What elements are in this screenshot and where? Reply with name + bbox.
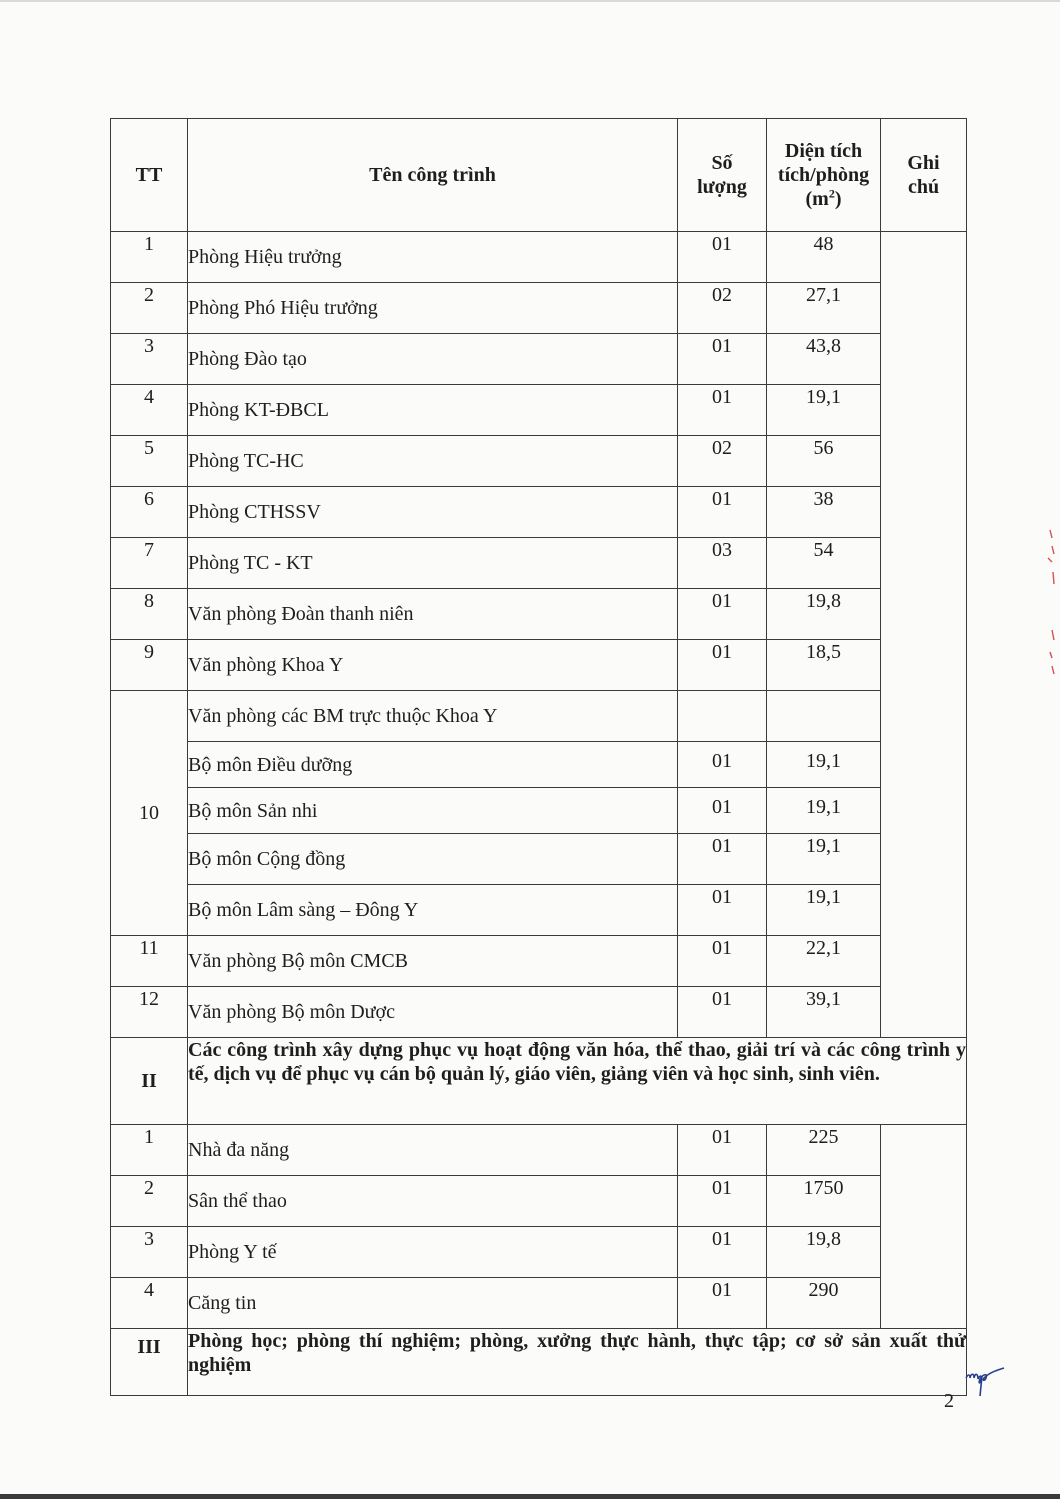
row-name: Sân thể thao [188, 1176, 678, 1227]
header-area-unit-sup: 2 [828, 186, 835, 201]
row-name: Phòng Đào tạo [188, 334, 678, 385]
row-qty: 01 [678, 1227, 767, 1278]
row-area-empty [767, 691, 881, 742]
row-area: 48 [767, 232, 881, 283]
table-row [111, 538, 967, 589]
row-tt: 3 [111, 1227, 188, 1278]
header-area-line2: tích/phòng [777, 164, 870, 186]
section-header-row [111, 1038, 967, 1125]
page-top-edge [0, 0, 1060, 2]
header-note-line2: chú [907, 176, 940, 198]
margin-stamp-mark-icon [1040, 528, 1056, 588]
margin-stamp-mark-icon [1040, 628, 1056, 678]
page-bottom-edge [0, 1494, 1060, 1499]
row-tt: 7 [111, 538, 188, 589]
page-number: 2 [944, 1390, 954, 1412]
row-area: 19,1 [767, 742, 881, 788]
row-qty: 02 [678, 436, 767, 487]
table-row [111, 1278, 967, 1329]
section-header-row [111, 1329, 967, 1396]
header-note-line1: Ghi [907, 152, 940, 174]
row-tt: 4 [111, 385, 188, 436]
row-qty: 01 [678, 742, 767, 788]
row-name: Phòng TC - KT [188, 538, 678, 589]
row-tt: 9 [111, 640, 188, 691]
table-row [111, 742, 967, 788]
row-area: 225 [767, 1125, 881, 1176]
table-row [111, 589, 967, 640]
note-cell [881, 232, 967, 1038]
row-area: 19,8 [767, 1227, 881, 1278]
table-row [111, 987, 967, 1038]
header-qty-line1: Số [711, 152, 733, 174]
row-qty: 01 [678, 834, 767, 885]
row-tt: 1 [111, 1125, 188, 1176]
row-qty: 01 [678, 1278, 767, 1329]
row-area: 22,1 [767, 936, 881, 987]
table-row [111, 232, 967, 283]
table-row [111, 834, 967, 885]
row-tt: 2 [111, 1176, 188, 1227]
row-tt: 11 [111, 936, 188, 987]
table-row [111, 936, 967, 987]
header-qty-line2: lượng [697, 176, 747, 198]
header-area [767, 119, 881, 232]
row-qty: 01 [678, 232, 767, 283]
section-title: Phòng học; phòng thí nghiệm; phòng, xưởng thực hành, thực tập; cơ sở sản xuất thử nghiệm [188, 1329, 967, 1396]
row-tt: 8 [111, 589, 188, 640]
row-area: 19,1 [767, 885, 881, 936]
row-area: 19,1 [767, 788, 881, 834]
row-area: 19,1 [767, 834, 881, 885]
row-name: Văn phòng Bộ môn Dược [188, 987, 678, 1038]
row-tt: 2 [111, 283, 188, 334]
row-area: 1750 [767, 1176, 881, 1227]
row-area: 39,1 [767, 987, 881, 1038]
row-name: Phòng Phó Hiệu trưởng [188, 283, 678, 334]
table-row [111, 640, 967, 691]
header-note [881, 119, 967, 232]
row-name: Phòng Hiệu trưởng [188, 232, 678, 283]
row-qty: 01 [678, 987, 767, 1038]
row-name: Bộ môn Điều dưỡng [188, 742, 678, 788]
table-row [111, 885, 967, 936]
row-tt: 3 [111, 334, 188, 385]
header-area-unit-open: (m [805, 188, 829, 210]
row-name: Phòng KT-ĐBCL [188, 385, 678, 436]
row-area: 27,1 [767, 283, 881, 334]
section-tt: II [111, 1038, 188, 1125]
row-qty: 01 [678, 385, 767, 436]
table-row [111, 788, 967, 834]
row-name: Căng tin [188, 1278, 678, 1329]
table-row [111, 487, 967, 538]
row-name: Phòng TC-HC [188, 436, 678, 487]
row-name: Phòng Y tế [188, 1227, 678, 1278]
row-area: 290 [767, 1278, 881, 1329]
row-qty: 01 [678, 487, 767, 538]
group-tt: 10 [111, 691, 188, 936]
row-area: 19,1 [767, 385, 881, 436]
table-row [111, 334, 967, 385]
row-qty: 01 [678, 589, 767, 640]
initials-signature-icon [964, 1362, 1006, 1398]
row-qty: 01 [678, 1176, 767, 1227]
facilities-table [110, 118, 967, 1396]
row-name: Phòng CTHSSV [188, 487, 678, 538]
row-name: Nhà đa năng [188, 1125, 678, 1176]
row-area: 18,5 [767, 640, 881, 691]
row-qty: 03 [678, 538, 767, 589]
header-qty [678, 119, 767, 232]
row-tt: 1 [111, 232, 188, 283]
row-tt: 4 [111, 1278, 188, 1329]
row-name: Bộ môn Lâm sàng – Đông Y [188, 885, 678, 936]
row-name: Bộ môn Sản nhi [188, 788, 678, 834]
table-row [111, 1125, 967, 1176]
table-row [111, 1227, 967, 1278]
row-tt: 5 [111, 436, 188, 487]
row-tt: 12 [111, 987, 188, 1038]
row-area: 56 [767, 436, 881, 487]
section-tt: III [111, 1329, 188, 1396]
row-name: Bộ môn Cộng đồng [188, 834, 678, 885]
header-tt: TT [111, 119, 188, 232]
note-cell [881, 1125, 967, 1329]
row-tt: 6 [111, 487, 188, 538]
section-title: Các công trình xây dựng phục vụ hoạt động văn hóa, thể thao, giải trí và các công trình y tế, dịch vụ để phục vụ cán bộ quản lý, giáo viên, giảng viên và học sinh, sinh viên. [188, 1038, 967, 1125]
row-qty: 01 [678, 788, 767, 834]
row-qty: 01 [678, 936, 767, 987]
table-row-group-title [111, 691, 967, 742]
row-qty: 01 [678, 334, 767, 385]
row-area: 19,8 [767, 589, 881, 640]
row-qty-empty [678, 691, 767, 742]
row-name: Văn phòng Khoa Y [188, 640, 678, 691]
row-qty: 02 [678, 283, 767, 334]
table-row [111, 1176, 967, 1227]
table-header-row [111, 119, 967, 232]
row-area: 43,8 [767, 334, 881, 385]
row-qty: 01 [678, 1125, 767, 1176]
header-name: Tên công trình [188, 119, 678, 232]
row-name: Văn phòng Bộ môn CMCB [188, 936, 678, 987]
row-area: 38 [767, 487, 881, 538]
table-row [111, 283, 967, 334]
row-name: Văn phòng Đoàn thanh niên [188, 589, 678, 640]
table-row [111, 385, 967, 436]
group-title: Văn phòng các BM trực thuộc Khoa Y [188, 691, 678, 742]
header-area-unit-close: ) [834, 188, 842, 210]
header-area-line1: Diện tích [784, 140, 863, 162]
row-qty: 01 [678, 640, 767, 691]
row-qty: 01 [678, 885, 767, 936]
row-area: 54 [767, 538, 881, 589]
table-row [111, 436, 967, 487]
